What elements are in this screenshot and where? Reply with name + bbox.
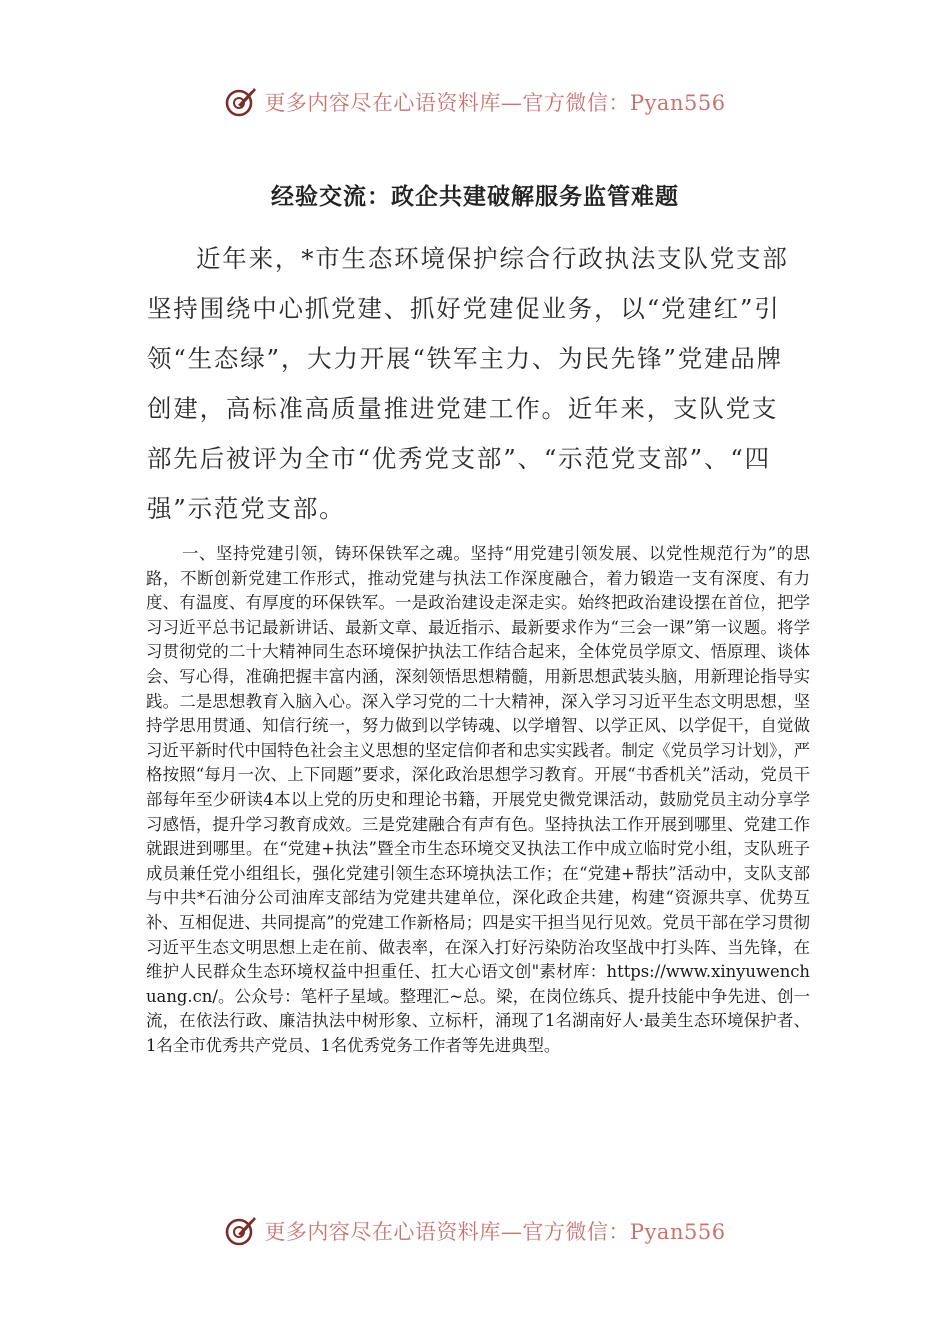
- body-paragraph: 一、坚持党建引领，铸环保铁军之魂。坚持“用党建引领发展、以党性规范行为”的思路，不断创新党建工作形式，推动党建与执法工作深度融合，着力锻造一支有深度、有力度、有温度、有厚度的环保铁军。一是政治建设走深走实。始终把政治建设摆在首位，把学习习近平总书记最新讲话、最新文章、最近指示、最新要求作为“三会一课”第一议题。将学习贯彻党的二十大精神同生态环境保护执法工作结合起来，全体党员学原文、悟原理、谈体会、写心得，准确把握丰富内涵，深刻领悟思想精髓，用新思想武装头脑，用新理论指导实践。二是思想教育入脑入心。深入学习党的二十大精神，深入学习习近平生态文明思想，坚持学思用贯通、知信行统一，努力做到以学铸魂、以学增智、以学正风、以学促干，自觉做习近平新时代中国特色社会主义思想的坚定信仰者和忠实实践者。制定《党员学习计划》，严格按照“每月一次、上下同题”要求，深化政治思想学习教育。开展“书香机关”活动，党员干部每年至少研读4本以上党的历史和理论书籍，开展党史微党课活动，鼓励党员主动分享学习感悟，提升学习教育成效。三是党建融合有声有色。坚持执法工作开展到哪里、党建工作就跟进到哪里。在“党建+执法”暨全市生态环境交叉执法工作中成立临时党小组，支队班子成员兼任党小组组长，强化党建引领生态环境执法工作；在“党建+帮扶”活动中，支队支部与中共*石油分公司油库支部结为党建共建单位，深化政企共建，构建“资源共享、优势互补、互相促进、共同提高”的党建工作新格局；四是实干担当见行见效。党员干部在学习贯彻习近平生态文明思想上走在前、做表率，在深入打好污染防治攻坚战中打头阵、当先锋，在维护人民群众生态环境权益中担重任、扛大心语文创"素材库：https://www.xinyuwenchuang.cn/。公众号：笔杆子星域。整理汇~总。梁，在岗位练兵、提升技能中争先进、创一流，在依法行政、廉洁执法中树形象、立标杆，涌现了1名湖南好人·最美生态环境保护者、1名全市优秀共产党员、1名优秀党务工作者等先进典型。: [146, 544, 811, 1055]
- watermark-footer: [0, 1207, 950, 1255]
- intro-paragraph: 近年来，*市生态环境保护综合行政执法支队党支部坚持围绕中心抓党建、抓好党建促业务，以“党建红”引领“生态绿”，大力开展“铁军主力、为民先锋”党建品牌创建，高标准高质量推进党建工作。近年来，支队党支部先后被评为全市“优秀党支部”、“示范党支部”、“四强”示范党支部。: [147, 244, 789, 523]
- watermark-text: 更多内容尽在心语资料库—官方微信：Pyan556: [264, 91, 726, 115]
- watermark-header: [0, 78, 950, 126]
- quill-pen-logo-icon: [224, 85, 258, 119]
- page-title: 经验交流：政企共建破解服务监管难题: [271, 183, 679, 210]
- watermark-text: 更多内容尽在心语资料库—官方微信：Pyan556: [264, 1220, 726, 1244]
- quill-pen-logo-icon: [224, 1214, 258, 1248]
